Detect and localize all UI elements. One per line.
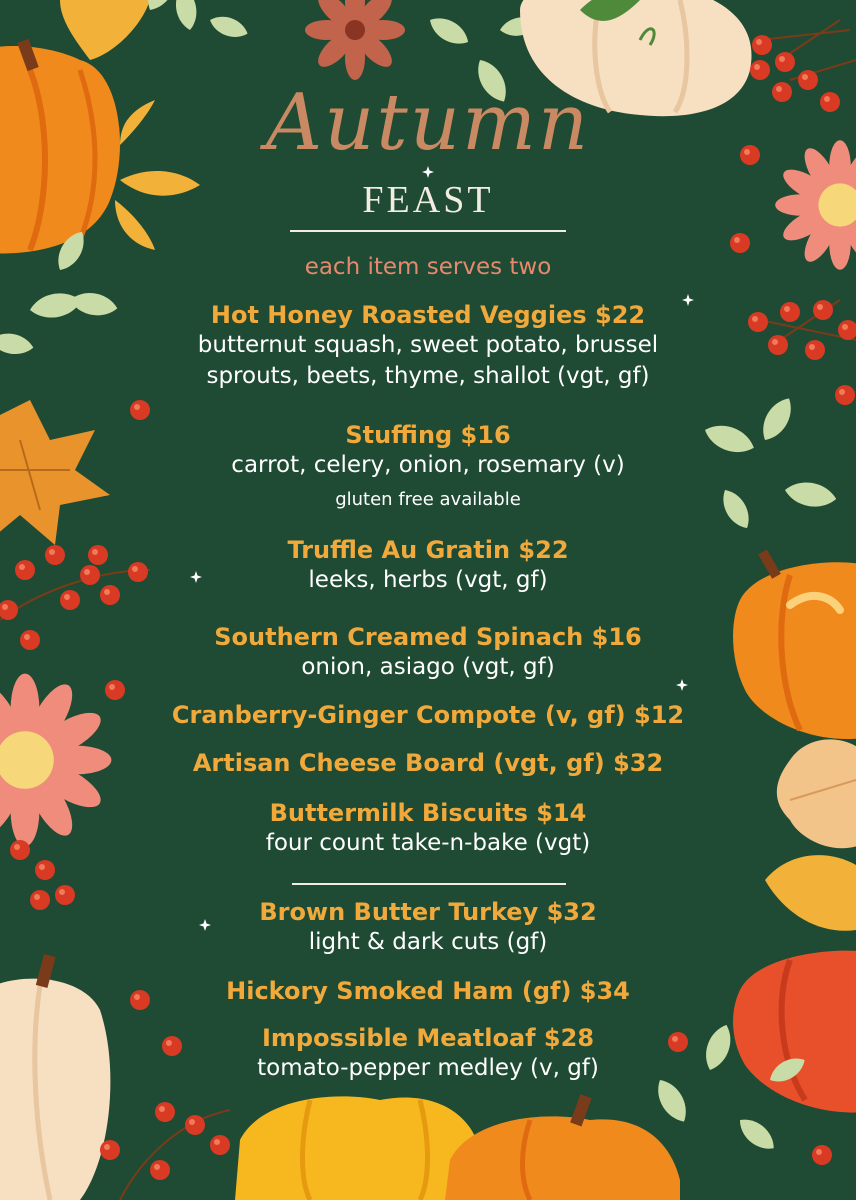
item-name: Brown Butter Turkey $32 — [259, 898, 597, 926]
item-name: Hot Honey Roasted Veggies $22 — [210, 301, 646, 329]
item-note: gluten free available — [335, 489, 521, 510]
menu-item — [0, 622, 856, 683]
menu-item — [0, 976, 856, 1006]
subtitle: each item serves two — [304, 254, 552, 280]
divider — [290, 230, 566, 232]
menu-item — [0, 535, 856, 596]
item-description: tomato-pepper medley (v, gf) — [257, 1055, 599, 1081]
item-description: light & dark cuts (gf) — [308, 929, 548, 955]
title-script: Autumn — [265, 78, 591, 168]
item-description: carrot, celery, onion, rosemary (v) — [231, 452, 625, 478]
item-name: Impossible Meatloaf $28 — [261, 1024, 595, 1052]
item-name: Hickory Smoked Ham (gf) $34 — [226, 977, 630, 1005]
item-name: Cranberry-Ginger Compote (v, gf) $12 — [171, 701, 685, 729]
menu-item — [0, 897, 856, 958]
divider — [292, 883, 566, 885]
menu-item — [0, 420, 856, 513]
item-name: Southern Creamed Spinach $16 — [214, 623, 642, 651]
item-description: leeks, herbs (vgt, gf) — [308, 567, 548, 593]
menu-item — [0, 748, 856, 778]
item-description: four count take-n-bake (vgt) — [265, 830, 591, 856]
item-name: Stuffing $16 — [345, 421, 511, 449]
page-title: FEAST — [362, 179, 494, 221]
menu-item — [0, 300, 856, 392]
menu-item — [0, 1023, 856, 1084]
item-description: sprouts, beets, thyme, shallot (vgt, gf) — [206, 363, 650, 389]
item-name: Buttermilk Biscuits $14 — [269, 799, 587, 827]
item-name: Truffle Au Gratin $22 — [287, 536, 569, 564]
item-description: butternut squash, sweet potato, brussel — [197, 332, 659, 358]
item-name: Artisan Cheese Board (vgt, gf) $32 — [192, 749, 664, 777]
item-description: onion, asiago (vgt, gf) — [301, 654, 555, 680]
menu-item — [0, 798, 856, 859]
menu-item — [0, 700, 856, 730]
